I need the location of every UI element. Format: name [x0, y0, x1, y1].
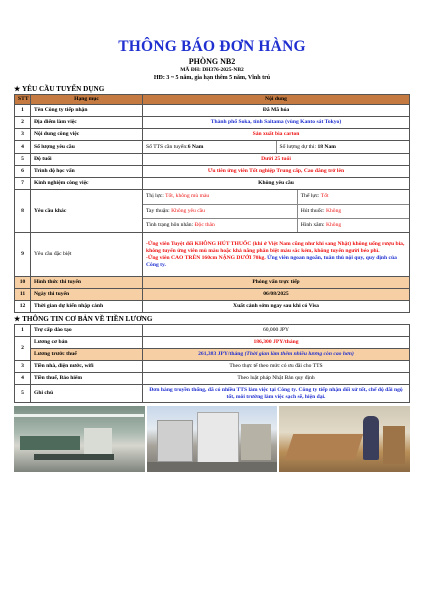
tattoo: Hình xăm: Không: [297, 218, 409, 232]
salary-table: [14, 324, 410, 403]
table-header-row: [15, 95, 410, 105]
row-stt: 3: [15, 129, 31, 141]
row-item: Lương cơ bản: [31, 337, 143, 349]
special-requirements: -Ứng viên Tuyệt đối KHÔNG HÚT THUỐC (khi ở Việt Nam cũng như khi sang Nhật) không uống rượu bia, không tuyển ứng viên mù màu hoặc khả năng phân biệt màu sắc kém, không tuyển người béo phì. -Ứng viên CAO TRÊN 160cm NẶNG DƯỚI 70kg. Ứng viên ngoan ngoãn, tuân thủ nội quy, quy định của Công ty.: [143, 233, 410, 277]
order-notice: [14, 38, 410, 472]
row-stt: 12: [15, 301, 31, 313]
row-stt: 3: [15, 361, 31, 373]
table-row: [15, 178, 410, 190]
table-row: [15, 361, 410, 373]
table-row: [15, 277, 410, 289]
section-salary-heading: ★ THÔNG TIN CƠ BẢN VỀ TIỀN LƯƠNG: [14, 315, 153, 323]
row-value: Sản xuất bìa carton: [143, 129, 410, 141]
office-building-photo: [147, 406, 278, 472]
row-stt: 11: [15, 289, 31, 301]
row-stt: 4: [15, 373, 31, 385]
row-stt: 10: [15, 277, 31, 289]
row-item: Trợ cấp đào tạo: [31, 325, 143, 337]
row-item: Tiền nhà, điện nước, wifi: [31, 361, 143, 373]
contract-terms: HĐ: 3 ~ 5 năm, gia hạn thêm 5 năm, Vĩnh trú: [153, 75, 271, 81]
photo-strip: [14, 406, 410, 472]
row-stt: 7: [15, 178, 31, 190]
row-item: Yêu cầu khác: [31, 190, 143, 233]
row-value: Đã Mã hóa: [143, 105, 410, 117]
physical: Thể lực: Tốt: [297, 190, 409, 204]
row-item: Số lượng yêu cầu: [31, 141, 143, 154]
handedness: Tay thuận: Không yêu cầu: [143, 204, 297, 218]
table-row: [15, 166, 410, 178]
other-requirements-grid: [143, 190, 410, 233]
candidate-count: Số lượng dự thi: 18 Nam: [279, 143, 336, 150]
row-value: 261,383 JPY/tháng (Thời gian làm thêm nhiều lương còn cao hơn): [143, 349, 410, 361]
row-value: Phỏng vấn trực tiếp: [143, 277, 410, 289]
row-item: Yêu cầu đặc biệt: [31, 233, 143, 277]
row-value: Dưới 25 tuổi: [143, 154, 410, 166]
row-item: Địa điểm làm việc: [31, 117, 143, 129]
table-row: [15, 349, 410, 361]
row-item: Trình độ học vấn: [31, 166, 143, 178]
row-value: Theo luật pháp Nhật Bản quy định: [143, 373, 410, 385]
row-stt: 8: [15, 190, 31, 233]
table-row: [15, 385, 410, 403]
eyesight: Thị lực: Tốt, không mù màu: [143, 190, 297, 204]
row-value: Theo thực tế theo mức có ưu đãi cho TTS: [143, 361, 410, 373]
row-item: Ghi chú: [31, 385, 143, 403]
row-item: Độ tuổi: [31, 154, 143, 166]
table-row: [15, 154, 410, 166]
marital-status: Tình trạng hôn nhân: Độc thân: [143, 218, 297, 232]
recruitment-table: [14, 94, 410, 313]
factory-photo: [14, 406, 145, 472]
table-row: [15, 105, 410, 117]
row-stt: 2: [15, 337, 31, 361]
department: PHÒNG NB2: [188, 57, 236, 66]
cardboard-stack-photo: [279, 406, 410, 472]
row-item: Nội dung công việc: [31, 129, 143, 141]
row-value: Đơn hàng truyền thống, đã có nhiều TTS làm việc tại Công ty. Công ty tiếp nhận đối xử tốt, chế độ đãi ngộ tốt, môi trường làm việc sạch sẽ, hiện đại.: [143, 385, 410, 403]
row-value: Không yêu cầu: [143, 178, 410, 190]
row-stt: 9: [15, 233, 31, 277]
table-row: [15, 129, 410, 141]
row-item: Tên Công ty tiếp nhận: [31, 105, 143, 117]
order-code: MÃ ĐH: DH376-2025-NB2: [180, 67, 244, 73]
row-value: Ưu tiên ứng viên Tốt nghiệp Trung cấp, Cao đẳng trở lên: [143, 166, 410, 178]
table-row: [15, 301, 410, 313]
row-value: 06/08/2025: [143, 289, 410, 301]
page-title: THÔNG BÁO ĐƠN HÀNG: [118, 38, 306, 55]
row-stt: 1: [15, 105, 31, 117]
row-stt: 5: [15, 154, 31, 166]
header-stt: STT: [15, 95, 31, 105]
row-item: Kinh nghiệm công việc: [31, 178, 143, 190]
table-row: [15, 190, 410, 233]
row-value: Thành phố Soka, tỉnh Saitama (vùng Kanto sát Tokyo): [143, 117, 410, 129]
row-value: Xuất cảnh sớm ngay sau khi có Visa: [143, 301, 410, 313]
row-value: 186,300 JPY/tháng: [143, 337, 410, 349]
row-item: Hình thức thi tuyển: [31, 277, 143, 289]
row-stt: 5: [15, 385, 31, 403]
row-stt: 1: [15, 325, 31, 337]
table-row: [15, 373, 410, 385]
row-item: Lương trước thuế: [31, 349, 143, 361]
table-row: [15, 325, 410, 337]
row-item: Tiền thuế, Bảo hiểm: [31, 373, 143, 385]
trainee-count: Số TTS cần tuyển: 6 Nam: [143, 141, 277, 153]
table-row: [15, 233, 410, 277]
table-row: [15, 141, 410, 154]
section-recruitment-heading: ★ YÊU CẦU TUYỂN DỤNG: [14, 85, 105, 93]
row-value: [143, 141, 410, 154]
smoking: Hút thuốc: Không: [297, 204, 409, 218]
row-item: Thời gian dự kiến nhập cảnh: [31, 301, 143, 313]
row-value: 60,000 JPY: [143, 325, 410, 337]
row-item: Ngày thi tuyển: [31, 289, 143, 301]
table-row: [15, 289, 410, 301]
table-row: [15, 117, 410, 129]
row-stt: 4: [15, 141, 31, 154]
header-content: Nội dung: [143, 95, 410, 105]
row-stt: 6: [15, 166, 31, 178]
table-row: [15, 337, 410, 349]
header-item: Hạng mục: [31, 95, 143, 105]
row-stt: 2: [15, 117, 31, 129]
